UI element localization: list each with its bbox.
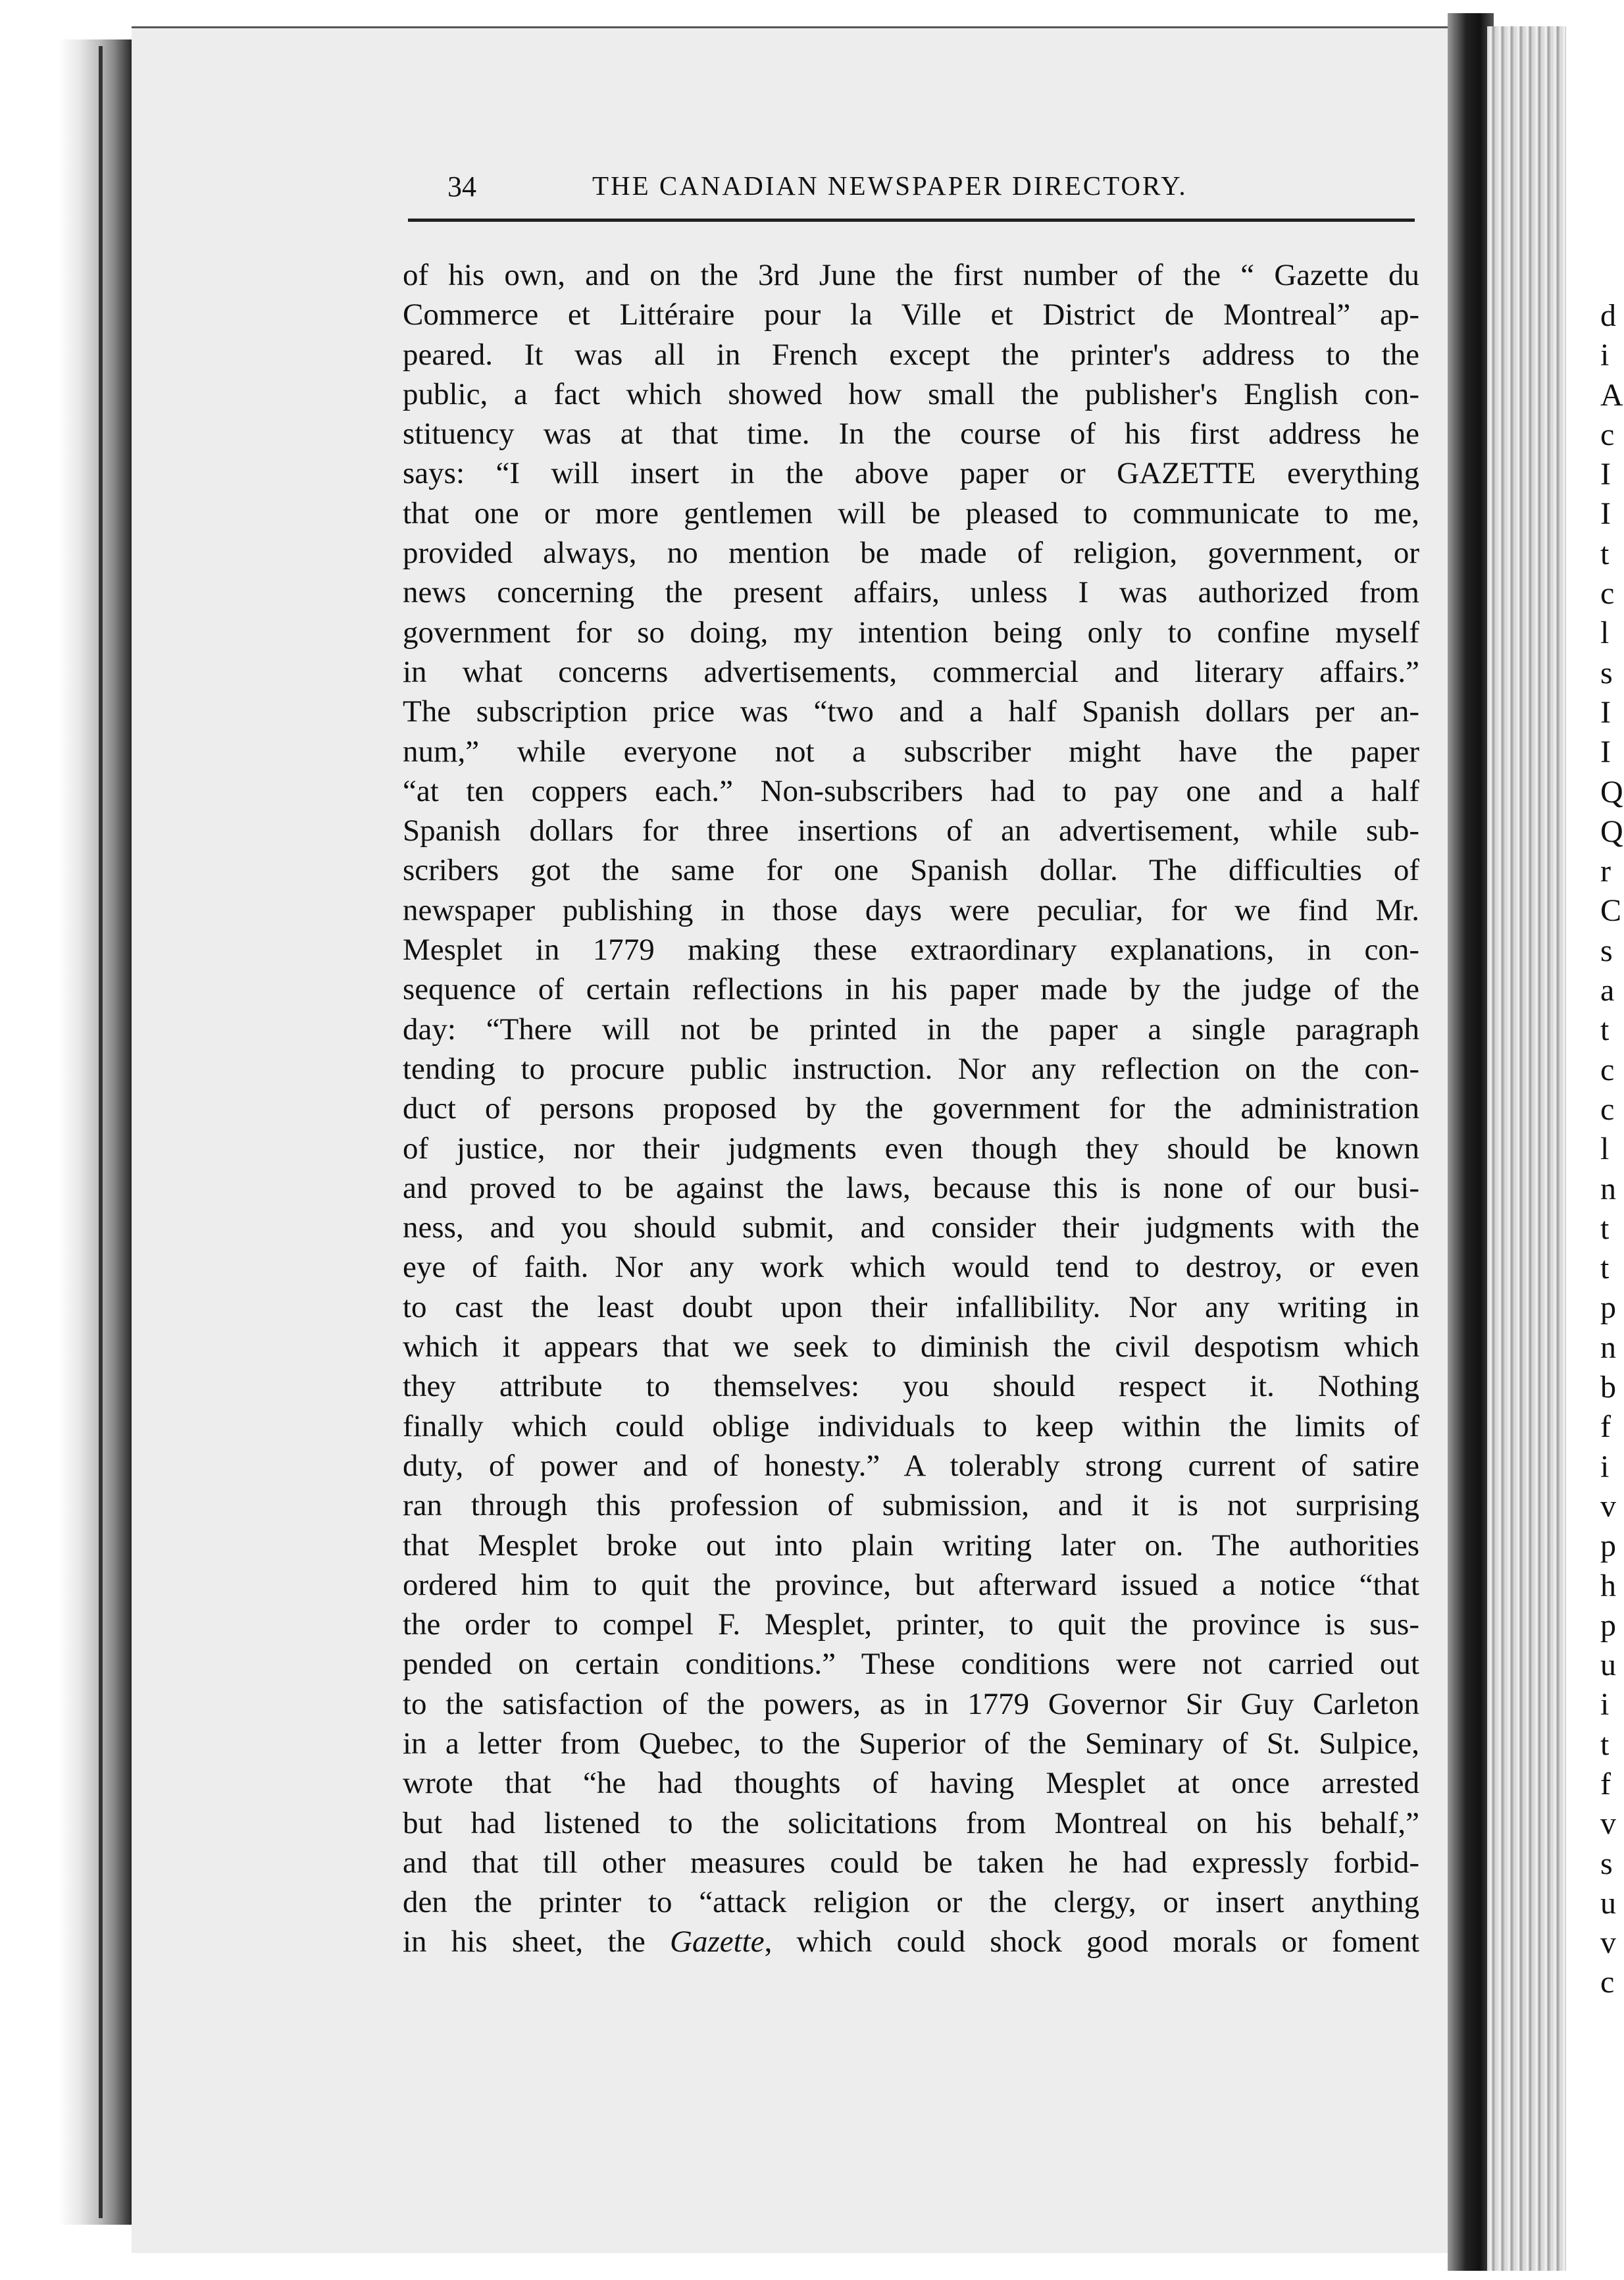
- text-line: wrote that “he had thoughts of having Mesplet at once arrested: [403, 1766, 1419, 1801]
- text-line: “at ten coppers each.” Non-subscribers had to pay one and a half: [403, 773, 1419, 808]
- next-page-letter: u: [1600, 1647, 1616, 1683]
- next-page-letter: v: [1600, 1488, 1616, 1524]
- text-line: of his own, and on the 3rd June the first number of the “ Gazette du: [403, 258, 1419, 292]
- next-page-letter: n: [1600, 1330, 1616, 1365]
- body-text: [403, 255, 1419, 1962]
- next-page-letter: i: [1600, 1449, 1610, 1484]
- next-page-letter: i: [1600, 338, 1610, 373]
- text-line: Mesplet in 1779 making these extraordinary explanations, in con-: [403, 933, 1419, 968]
- newspaper-title-italic: Gazette: [670, 1925, 765, 1959]
- text-line: finally which could oblige individuals to keep within the limits of: [403, 1409, 1419, 1443]
- text-line: which it appears that we seek to diminish the civil despotism which: [403, 1330, 1419, 1364]
- next-page-letter: l: [1600, 1131, 1610, 1167]
- next-page-letter: Q: [1600, 774, 1623, 810]
- text-line: scribers got the same for one Spanish dollar. The difficulties of: [403, 853, 1419, 888]
- text-line: Spanish dollars for three insertions of an advertisement, while sub-: [403, 814, 1419, 848]
- next-page-letter: I: [1600, 496, 1611, 532]
- text-line: den the printer to “attack religion or the clergy, or insert anything: [403, 1885, 1419, 1920]
- next-page-letter: c: [1600, 1091, 1615, 1127]
- next-page-letter: t: [1600, 1726, 1610, 1762]
- text-line: tending to procure public instruction. Nor any reflection on the con-: [403, 1051, 1419, 1086]
- text-line: and that till other measures could be taken he had expressly forbid-: [403, 1845, 1419, 1880]
- text-line: of justice, nor their judgments even though they should be known: [403, 1131, 1419, 1166]
- left-binding-line: [99, 46, 103, 2218]
- text-line: in what concerns advertisements, commercial and literary affairs.”: [403, 654, 1419, 689]
- text-line: num,” while everyone not a subscriber might have the paper: [403, 734, 1419, 769]
- next-page-letter: t: [1600, 536, 1610, 571]
- text-line: The subscription price was “two and a half Spanish dollars per an-: [403, 694, 1419, 729]
- next-page-letter: c: [1600, 1052, 1615, 1087]
- next-page-letter: Q: [1600, 814, 1623, 849]
- next-page-letter: t: [1600, 1012, 1610, 1048]
- next-page-letter: p: [1600, 1290, 1616, 1326]
- text-line: to the satisfaction of the powers, as in 1779 Governor Sir Guy Carleton: [403, 1686, 1419, 1721]
- next-page-letter: f: [1600, 1409, 1611, 1445]
- next-page-letter: I: [1600, 735, 1611, 770]
- next-page-letter: I: [1600, 694, 1611, 730]
- text-line: and proved to be against the laws, because this is none of our busi-: [403, 1170, 1419, 1205]
- text-line: newspaper publishing in those days were peculiar, for we find Mr.: [403, 893, 1419, 927]
- next-page-letter-column: [1600, 296, 1623, 2003]
- text-line: that Mesplet broke out into plain writing later on. The authorities: [403, 1528, 1419, 1563]
- next-page-letter: c: [1600, 1965, 1615, 2000]
- next-page-letter: f: [1600, 1766, 1611, 1801]
- text-line: news concerning the present affairs, unless I was authorized from: [403, 575, 1419, 610]
- next-page-letter: s: [1600, 933, 1613, 968]
- next-page-letter: p: [1600, 1607, 1616, 1643]
- page-number: 34: [447, 170, 476, 203]
- next-page-letter: I: [1600, 457, 1611, 492]
- text-line: to cast the least doubt upon their infallibility. Nor any writing in: [403, 1289, 1419, 1324]
- text-line: sequence of certain reflections in his paper made by the judge of the: [403, 972, 1419, 1007]
- left-book-edge-shadow: [59, 39, 132, 2225]
- text-line: Commerce et Littéraire pour la Ville et District de Montreal” ap-: [403, 298, 1419, 332]
- next-page-letter: r: [1600, 854, 1611, 889]
- text-line: day: “There will not be printed in the paper a single paragraph: [403, 1012, 1419, 1047]
- text-line: ness, and you should submit, and consider their judgments with the: [403, 1210, 1419, 1245]
- next-page-letter: h: [1600, 1568, 1616, 1603]
- next-page-letter: s: [1600, 1846, 1613, 1881]
- text-line: ordered him to quit the province, but afterward issued a notice “that: [403, 1567, 1419, 1602]
- next-page-letter: v: [1600, 1925, 1616, 1961]
- next-page-letter: u: [1600, 1885, 1616, 1921]
- text-line: peared. It was all in French except the printer's address to the: [403, 337, 1419, 372]
- next-page-letter: v: [1600, 1806, 1616, 1842]
- next-page-letter: c: [1600, 576, 1615, 611]
- next-page-letter: s: [1600, 655, 1613, 690]
- text-line: provided always, no mention be made of religion, government, or: [403, 536, 1419, 571]
- next-page-letter: c: [1600, 417, 1615, 452]
- text-line: stituency was at that time. In the course of his first address he: [403, 417, 1419, 452]
- next-page-letter: d: [1600, 298, 1616, 333]
- header-rule: [408, 219, 1415, 222]
- next-page-letter: l: [1600, 615, 1610, 651]
- text-line: duct of persons proposed by the government for the administration: [403, 1091, 1419, 1126]
- text-line: they attribute to themselves: you should respect it. Nothing: [403, 1369, 1419, 1404]
- text-line: duty, of power and of honesty.” A tolerably strong current of satire: [403, 1448, 1419, 1483]
- text-line: the order to compel F. Mesplet, printer, to quit the province is sus-: [403, 1607, 1419, 1642]
- text-line: pended on certain conditions.” These conditions were not carried out: [403, 1647, 1419, 1682]
- text-line: that one or more gentlemen will be pleased to communicate to me,: [403, 496, 1419, 531]
- text-line: but had listened to the solicitations from Montreal on his behalf,”: [403, 1805, 1419, 1840]
- next-page-letter: A: [1600, 377, 1623, 413]
- text-line: public, a fact which showed how small the publisher's English con-: [403, 376, 1419, 411]
- running-title: THE CANADIAN NEWSPAPER DIRECTORY.: [592, 170, 1188, 201]
- next-page-letter: t: [1600, 1251, 1610, 1286]
- next-page-letter: t: [1600, 1210, 1610, 1246]
- next-page-letter: i: [1600, 1687, 1610, 1723]
- page-edges-stack: [1487, 26, 1566, 2271]
- next-page-letter: C: [1600, 893, 1622, 929]
- text-line: eye of faith. Nor any work which would tend to destroy, or even: [403, 1250, 1419, 1285]
- next-page-letter: a: [1600, 973, 1615, 1008]
- text-line: says: “I will insert in the above paper or GAZETTE everything: [403, 456, 1419, 491]
- text-line: in his sheet, the Gazette, which could shock good morals or foment: [403, 1925, 1419, 1959]
- text-line: ran through this profession of submission, and it is not surprising: [403, 1488, 1419, 1523]
- next-page-letter: b: [1600, 1370, 1616, 1405]
- text-line: government for so doing, my intention being only to confine myself: [403, 615, 1419, 650]
- next-page-letter: p: [1600, 1528, 1616, 1564]
- text-line: in a letter from Quebec, to the Superior of the Seminary of St. Sulpice,: [403, 1726, 1419, 1761]
- next-page-letter: n: [1600, 1171, 1616, 1206]
